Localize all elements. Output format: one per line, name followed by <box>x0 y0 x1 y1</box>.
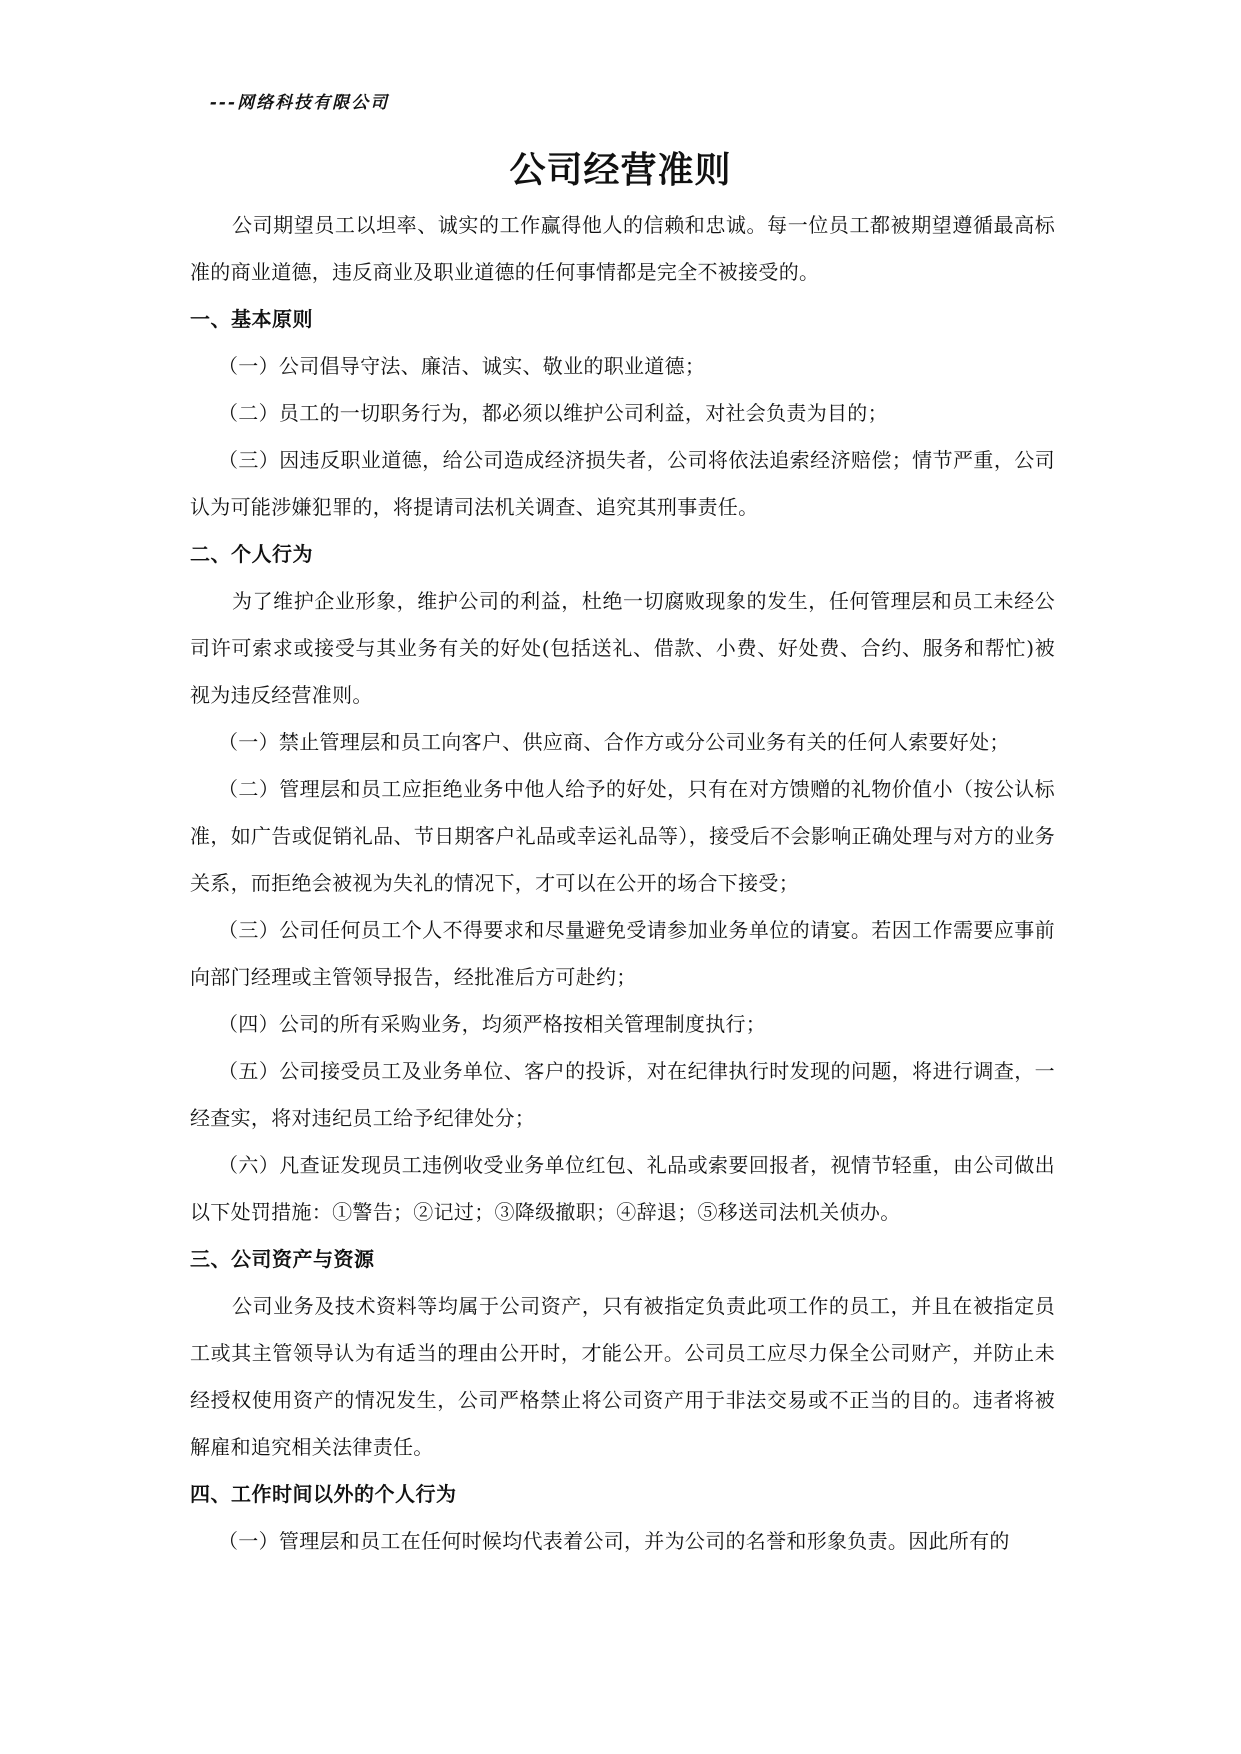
section-heading-personal-conduct: 二、个人行为 <box>190 542 313 566</box>
section-2-item-3: （三）公司任何员工个人不得要求和尽量避免受请参加业务单位的请宴。若因工作需要应事前向部门经理或主管领导报告，经批准后方可赴约； <box>190 918 1055 989</box>
section-2-intro: 为了维护企业形象，维护公司的利益，杜绝一切腐败现象的发生，任何管理层和员工未经公司许可索求或接受与其业务有关的好处(包括送礼、借款、小费、好处费、合约、服务和帮忙)被视为违反经营准则。 <box>190 589 1055 707</box>
section-2-item-2: （二）管理层和员工应拒绝业务中他人给予的好处，只有在对方馈赠的礼物价值小（按公认标准，如广告或促销礼品、节日期客户礼品或幸运礼品等），接受后不会影响正确处理与对方的业务关系，而拒绝会被视为失礼的情况下，才可以在公开的场合下接受； <box>190 777 1055 895</box>
section-heading-assets-resources: 三、公司资产与资源 <box>190 1247 375 1271</box>
section-2-item-1: （一）禁止管理层和员工向客户、供应商、合作方或分公司业务有关的任何人索要好处； <box>218 730 1010 754</box>
section-1-item-3: （三）因违反职业道德，给公司造成经济损失者，公司将依法追索经济赔偿；情节严重，公司认为可能涉嫌犯罪的，将提请司法机关调查、追究其刑事责任。 <box>190 448 1055 519</box>
section-1-item-1: （一）公司倡导守法、廉洁、诚实、敬业的职业道德； <box>218 354 706 378</box>
section-2-item-5: （五）公司接受员工及业务单位、客户的投诉，对在纪律执行时发现的问题，将进行调查，一经查实，将对违纪员工给予纪律处分； <box>190 1059 1055 1130</box>
section-2-item-6: （六）凡查证发现员工违例收受业务单位红包、礼品或索要回报者，视情节轻重，由公司做出以下处罚措施：①警告；②记过；③降级撤职；④辞退；⑤移送司法机关侦办。 <box>190 1153 1055 1224</box>
section-heading-basic-principles: 一、基本原则 <box>190 307 313 331</box>
intro-paragraph: 公司期望员工以坦率、诚实的工作赢得他人的信赖和忠诚。每一位员工都被期望遵循最高标准的商业道德，违反商业及职业道德的任何事情都是完全不被接受的。 <box>190 213 1055 284</box>
document-body <box>190 202 1055 1565</box>
document-title: 公司经营准则 <box>509 150 732 191</box>
company-name-header: ---网络科技有限公司 <box>210 93 390 113</box>
section-4-item-1: （一）管理层和员工在任何时候均代表着公司，并为公司的名誉和形象负责。因此所有的 <box>218 1529 1010 1553</box>
section-1-item-2: （二）员工的一切职务行为，都必须以维护公司利益，对社会负责为目的； <box>218 401 888 425</box>
section-3-intro: 公司业务及技术资料等均属于公司资产，只有被指定负责此项工作的员工，并且在被指定员工或其主管领导认为有适当的理由公开时，才能公开。公司员工应尽力保全公司财产，并防止未经授权使用资产的情况发生，公司严格禁止将公司资产用于非法交易或不正当的目的。违者将被解雇和追究相关法律责任。 <box>190 1294 1055 1459</box>
section-heading-off-hours-conduct: 四、工作时间以外的个人行为 <box>190 1482 457 1506</box>
section-2-item-4: （四）公司的所有采购业务，均须严格按相关管理制度执行； <box>218 1012 767 1036</box>
